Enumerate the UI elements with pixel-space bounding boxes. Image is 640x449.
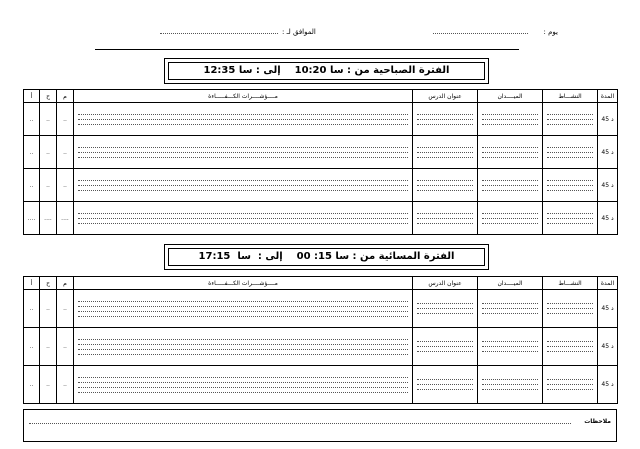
cell-activity[interactable] (543, 103, 598, 136)
table-row (24, 202, 618, 235)
col-activity: النشـــاط (543, 90, 598, 103)
cell-activity[interactable] (543, 366, 598, 404)
cell-lesson[interactable] (413, 136, 478, 169)
cell-indicators[interactable] (74, 136, 413, 169)
cell-activity[interactable] (543, 290, 598, 328)
col-m: م (57, 277, 74, 290)
table-row (24, 290, 618, 328)
cell-field[interactable] (478, 202, 543, 235)
col-h: ح (40, 90, 57, 103)
cell-field[interactable] (478, 136, 543, 169)
cell-h[interactable]: .. (40, 328, 57, 366)
cell-lesson[interactable] (413, 103, 478, 136)
cell-h[interactable]: .. (40, 290, 57, 328)
cell-a[interactable]: .. (24, 328, 40, 366)
cell-a[interactable]: .. (24, 290, 40, 328)
cell-a[interactable]: .. (24, 136, 40, 169)
date-field[interactable] (160, 33, 278, 34)
cell-h[interactable]: .. (40, 169, 57, 202)
header-rule (95, 49, 519, 50)
cell-field[interactable] (478, 366, 543, 404)
col-lesson: عنوان الدرس (413, 90, 478, 103)
header (0, 28, 640, 42)
cell-indicators[interactable] (74, 103, 413, 136)
notes-label: ملاحظات (584, 418, 611, 425)
evening-table (23, 276, 618, 404)
cell-m[interactable]: .... (57, 202, 74, 235)
cell-duration: 45 د (598, 136, 618, 169)
col-activity: النشـــاط (543, 277, 598, 290)
col-duration: المدة (598, 277, 618, 290)
col-indicators: مــــؤشــــرات الكـــفـــــاءة (74, 90, 413, 103)
cell-field[interactable] (478, 169, 543, 202)
cell-m[interactable]: .. (57, 328, 74, 366)
cell-lesson[interactable] (413, 328, 478, 366)
col-a: أ (24, 277, 40, 290)
cell-h[interactable]: .. (40, 366, 57, 404)
day-label: يوم : (543, 28, 558, 36)
cell-activity[interactable] (543, 328, 598, 366)
col-m: م (57, 90, 74, 103)
cell-lesson[interactable] (413, 169, 478, 202)
col-indicators: مــــؤشــــرات الكـــفـــــاءة (74, 277, 413, 290)
cell-indicators[interactable] (74, 290, 413, 328)
col-lesson: عنوان الدرس (413, 277, 478, 290)
morning-period-box (164, 58, 489, 84)
cell-m[interactable]: .. (57, 366, 74, 404)
cell-lesson[interactable] (413, 202, 478, 235)
cell-field[interactable] (478, 103, 543, 136)
day-field[interactable] (433, 33, 528, 34)
cell-lesson[interactable] (413, 290, 478, 328)
cell-duration: 45 د (598, 103, 618, 136)
morning-table (23, 89, 618, 235)
cell-field[interactable] (478, 290, 543, 328)
col-field: الميــــدان (478, 90, 543, 103)
cell-duration: 45 د (598, 290, 618, 328)
cell-activity[interactable] (543, 202, 598, 235)
cell-m[interactable]: .. (57, 169, 74, 202)
table-row (24, 366, 618, 404)
cell-a[interactable]: .. (24, 103, 40, 136)
table-row (24, 103, 618, 136)
cell-h[interactable]: .... (40, 202, 57, 235)
cell-m[interactable]: .. (57, 103, 74, 136)
col-h: ح (40, 277, 57, 290)
cell-h[interactable]: .. (40, 136, 57, 169)
cell-duration: 45 د (598, 366, 618, 404)
evening-period-box (164, 244, 489, 270)
col-duration: المدة (598, 90, 618, 103)
table-row (24, 328, 618, 366)
table-row (24, 169, 618, 202)
cell-activity[interactable] (543, 136, 598, 169)
cell-activity[interactable] (543, 169, 598, 202)
cell-a[interactable]: .... (24, 202, 40, 235)
cell-duration: 45 د (598, 169, 618, 202)
cell-field[interactable] (478, 328, 543, 366)
cell-m[interactable]: .. (57, 136, 74, 169)
cell-lesson[interactable] (413, 366, 478, 404)
cell-m[interactable]: .. (57, 290, 74, 328)
col-a: أ (24, 90, 40, 103)
table-row (24, 136, 618, 169)
cell-duration: 45 د (598, 202, 618, 235)
cell-indicators[interactable] (74, 366, 413, 404)
morning-period-title: الفترة الصباحية من : سا 10:20 إلى : سا 12:35 (203, 65, 450, 76)
evening-period-title: الفترة المسائية من : سا 15: 00 إلى : سا 17:15 (198, 251, 455, 262)
cell-indicators[interactable] (74, 328, 413, 366)
date-label: الموافق لـ : (282, 28, 316, 36)
col-field: الميــــدان (478, 277, 543, 290)
cell-a[interactable]: .. (24, 366, 40, 404)
cell-duration: 45 د (598, 328, 618, 366)
cell-indicators[interactable] (74, 169, 413, 202)
cell-a[interactable]: .. (24, 169, 40, 202)
cell-h[interactable]: .. (40, 103, 57, 136)
notes-box[interactable] (23, 409, 617, 442)
notes-field[interactable] (29, 423, 571, 424)
cell-indicators[interactable] (74, 202, 413, 235)
